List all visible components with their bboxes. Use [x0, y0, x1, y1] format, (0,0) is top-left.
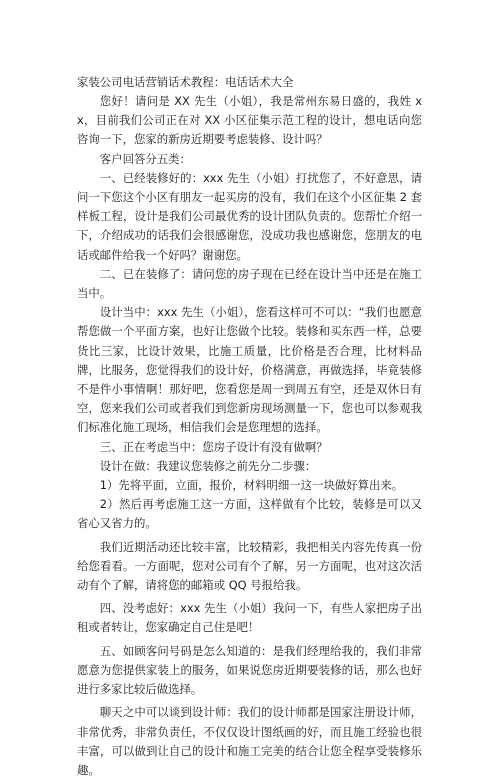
paragraph-designing: 设计当中：xxx 先生（小姐），您看这样可不可以：“我们也愿意帮您做一个平面方案，也好让您做个比较。装修和买东西一样，总要货比三家，比设计效果，比施工质量，比价格是否合理，比材料品牌，比服务，您觉得我们的设计好，价格满意，再做选择，毕竟装修不是件小事情啊！那好吧，您看您是周一到周五有空，还是双休日有空，您来我们公司或者我们到您新房现场测量一下，您也可以参观我们标准化施工现场，相信我们会是您理想的选择。: [77, 305, 422, 435]
paragraph-two-steps: 设计在做：我建议您装修之前先分二步骤：: [99, 458, 317, 473]
paragraph-in-progress: 二、已在装修了：请问您的房子现在已经在设计当中还是在施工当中。: [77, 266, 422, 301]
paragraph-categories: 客户回答分五类：: [99, 151, 191, 166]
paragraph-step-1: 1）先将平面，立面，报价，材料明细一这一块做好算出来。: [99, 478, 404, 493]
document-title: 家装公司电话营销话术教程：电话话术大全: [77, 75, 294, 89]
paragraph-not-decided: 四、没考虑好：xxx 先生（小姐）我问一下，有些人家把房子出租或者转让，您家确定自己住是吧！: [77, 601, 422, 635]
paragraph-activities: 我们近期活动还比较丰富，比较精彩，我把相关内容先传真一份给您看看。一方面呢，您对公司有个了解，另一方面呢，也对这次活动有个了解，请将您的邮箱或 QQ 号报给我。: [77, 539, 422, 593]
paragraph-designers: 聊天之中可以谈到设计师：我们的设计师都是国家注册设计师，非常优秀，非常负责任，不仅仅设计图纸画的好，而且施工经验也很丰富，可以做到让自己的设计和施工完美的结合让您全程享受装修乐趣。: [77, 705, 422, 777]
paragraph-already-decorated: 一、已经装修好的：xxx 先生（小姐）打扰您了，不好意思，请问一下您这个小区有朋友一起买房的没有，我们在这个小区征集 2 套样板工程，设计是我们公司最优秀的设计团队负责的。您帮忙介绍一下，介绍成功的话我们会很感谢您，没成功我也感谢您，您朋友的电话或邮件给我一个好吗？谢谢您。: [77, 170, 422, 262]
paragraph-greeting: 您好！请问是 XX 先生（小姐），我是常州东易日盛的，我姓 xx，目前我们公司正在对 XX 小区征集示范工程的设计，想电话向您咨询一下，您家的新房近期要考虑装修、设计吗？: [77, 94, 422, 147]
paragraph-considering: 三、正在考虑当中：您房子设计有没有做啊？: [99, 439, 328, 454]
paragraph-phone-source: 五、如顾客问号码是怎么知道的：是我们经理给我的，我们非常愿意为您提供家装上的服务，如果说您房近期要装修的话，那么也好进行多家比较后做选择。: [77, 643, 422, 697]
paragraph-step-2: 2）然后再考虑施工这一方面，这样做有个比较，装修是可以又省心又省力的。: [77, 497, 422, 531]
document-page: [77, 73, 422, 780]
